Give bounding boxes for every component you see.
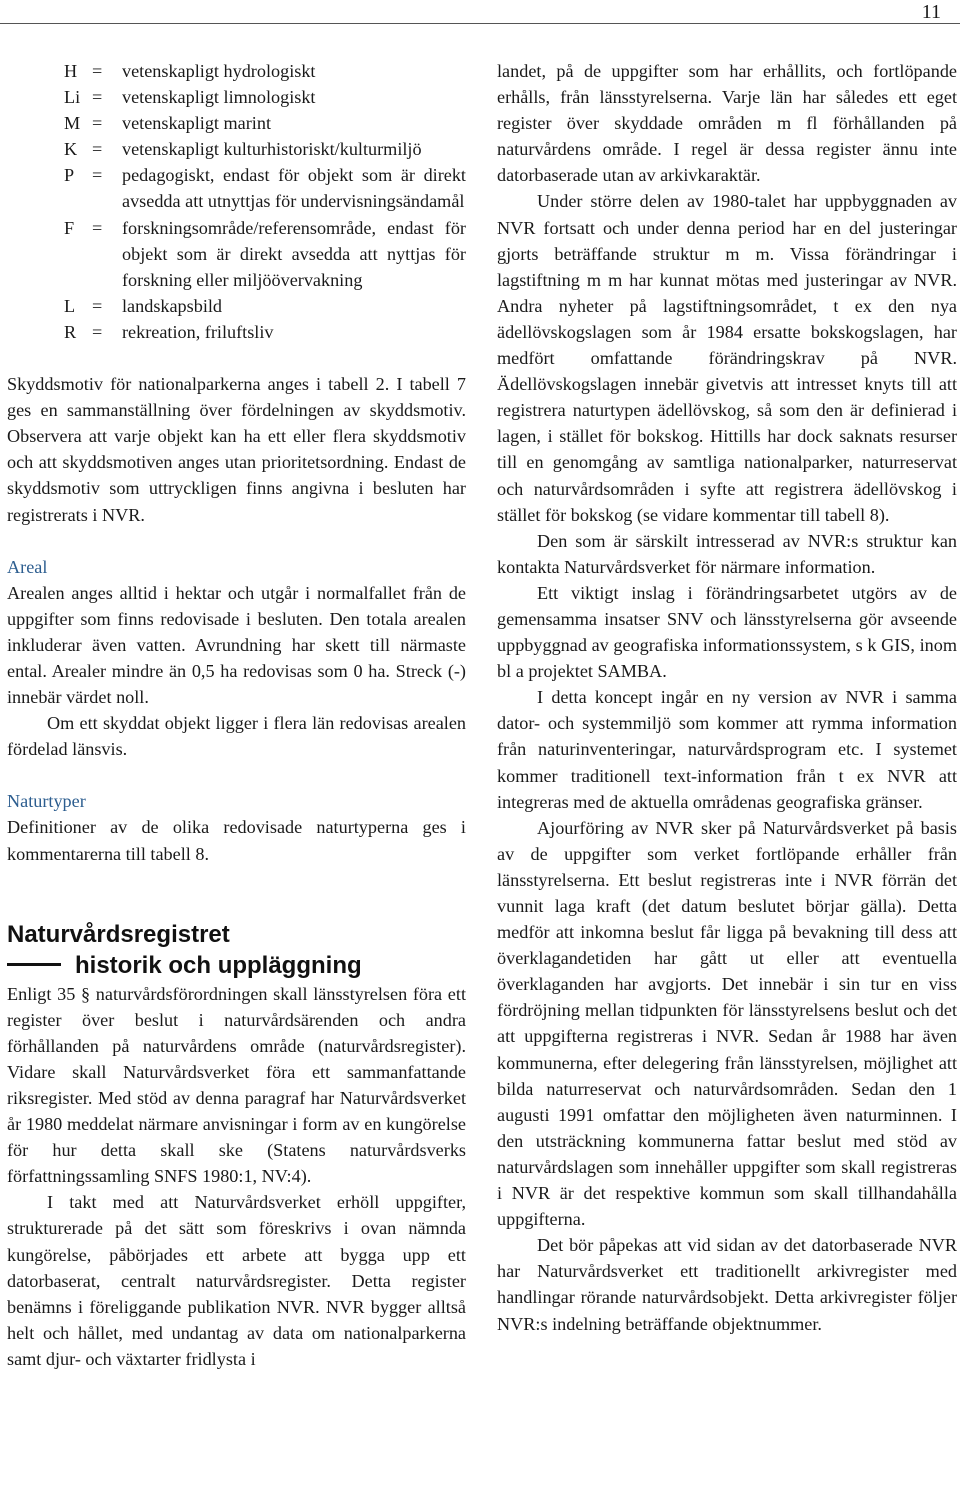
code-text: forskningsområde/referensområde, endast för objekt som är direkt avsedda att nyttjas för forskning eller miljöövervakning [122,217,466,290]
naturtyper-paragraph: Definitioner av de olika redovisade naturtyperna ges i kommentarerna till tabell 8. [7,817,466,864]
dash-rule [7,963,61,966]
right-paragraph-2: Under större delen av 1980-talet har uppbyggnaden av NVR fortsatt och under denna period har en del justeringar gjorts beträffande struktur m m. Vissa förändringar i lagstiftning m m har kunnat mötas med justeringar av NVR. Andra nyheter på lagstiftningsområdet, t ex den nya ädellövskogslagen som år 1984 ersatte bokskogslagen, har medfört omfattande förändringskrav på NVR. Ädellövskogslagen innebär givetvis att intresset knyts till att registrera naturtypen ädellövskog, så som den är definierad i lagen, i stället för bokskog. Hittills har dock saknats resurser till en genomgång av samtliga nationalparker, naturreservat och naturvårdsområden i syfte att registrera ädellövskog i stället för bokskog (se vidare kommentar till tabell 8). [497,191,957,525]
right-paragraph-5: I detta koncept ingår en ny version av NVR i samma dator- och systemmiljö som kommer att rymma information från naturinventeringar, naturvårdsprogram etc. I systemet kommer traditionell text-information från t ex NVR att integreras med de aktuella områdenas geografiska gränser. [497,687,957,812]
code-text: pedagogiskt, endast för objekt som är direkt avsedda att utnyttjas för undervisningsändamål [122,165,466,212]
section-subtitle-line [7,950,466,981]
code-equals: = [92,217,103,238]
code-text: vetenskapligt kulturhistoriskt/kulturmiljö [122,139,422,160]
register-paragraph-2: I takt med att Naturvårdsverket erhöll uppgifter, strukturerade på det sätt som föreskrivs i ovan nämnda kungörelse, påbörjades ett arbete att bygga upp ett datorbaserat, centralt naturvårdsregister. Detta register benämns i föreliggande publikation NVR. NVR bygger alltså helt och hållet, med undantag av data om nationalparkerna samt djur- och växtarter fridlysta i [7,1192,466,1369]
areal-paragraph: Arealen anges alltid i hektar och utgår i normalfallet från de uppgifter som finns redovisade i besluten. Den totala arealen inkluderar även vatten. Avrundning har skett till närmaste ental. Arealer mindre än 0,5 ha redovisas som 0 ha. Streck (-) innebär värdet noll. [7,582,466,708]
code-item [64,293,466,319]
code-equals: = [92,113,103,134]
header-rule [0,23,960,24]
code-item [64,319,466,345]
code-equals: = [92,87,103,108]
right-paragraph-7: Det bör påpekas att vid sidan av det datorbaserade NVR har Naturvårdsverket ett traditionellt arkivregister med handlingar rörande naturvårdsobjekt. Detta arkivregister följer NVR:s indelning beträffande objektnummer. [497,1235,957,1334]
code-key: H [64,61,78,81]
code-text: rekreation, friluftsliv [122,321,274,342]
code-text: vetenskapligt hydrologiskt [122,61,316,81]
right-column [497,58,957,1337]
right-paragraph-1: landet, på de uppgifter som har erhållits, och fortlöpande erhålls, från länsstyrelserna. Varje län har således ett eget register över skyddade områden m fl förhållanden på naturvårdens område. I regel är dessa register ännu inte datorbaserade utan av arkivkaraktär. [497,61,957,186]
code-key: Li [64,87,81,108]
code-key: P [64,165,75,186]
code-key: F [64,217,75,238]
code-equals: = [92,61,103,81]
code-key: M [64,113,81,134]
code-item [64,58,466,84]
register-paragraph-1: Enligt 35 § naturvårdsförordningen skall länsstyrelsen föra ett register över beslut i naturvårdsärenden och andra förhållanden på naturvårdens område (naturvårdsregister). Vidare skall Naturvårdsverket föra ett sammanfattande riksregister. Med stöd av denna paragraf har Naturvårdsverket år 1980 meddelat närmare anvisningar i form av en kungörelse för hur detta skall ske (Statens naturvårdsverks författningssamling SNFS 1980:1, NV:4). [7,983,466,1187]
areal-paragraph-2: Om ett skyddat objekt ligger i flera län redovisas arealen fördelad länsvis. [7,713,466,760]
code-equals: = [92,295,103,316]
skyddsmotiv-paragraph: Skyddsmotiv för nationalparkerna anges i tabell 2. I tabell 7 ges en sammanställning över fördelningen av skyddsmotiv. Observera att varje objekt kan ha ett eller flera skyddsmotiv och att skyddsmotiven anges utan prioritetsordning. Endast de skyddsmotiv som uttryckligen finns angivna i besluten har registrerats i NVR. [7,374,466,525]
right-paragraph-4: Ett viktigt inslag i förändringsarbetet utgörs av de gemensamma insatser SNV och länsstyrelserna gör avseende uppbyggnad av geografiska informationssystem, s k GIS, inom bl a projektet SAMBA. [497,582,957,682]
areal-heading: Areal [7,556,48,577]
left-column [7,58,466,1372]
code-item [64,215,466,293]
code-equals: = [92,321,103,342]
code-text: landskapsbild [122,295,223,316]
right-paragraph-3: Den som är särskilt intresserad av NVR:s struktur kan kontakta Naturvårdsverket för närmare information. [497,530,957,577]
code-key: R [64,321,77,342]
code-equals: = [92,165,103,186]
code-key: L [64,295,76,316]
code-item [64,84,466,110]
protection-code-list [7,58,466,345]
page-number: 11 [921,1,941,23]
code-key: K [64,139,78,160]
section-subtitle: historik och uppläggning [75,951,362,979]
naturtyper-heading: Naturtyper [7,791,86,812]
code-text: vetenskapligt limnologiskt [122,87,316,108]
right-paragraph-6: Ajourföring av NVR sker på Naturvårdsverket på basis av de uppgifter som verket fortlöpande erhåller från länsstyrelserna. Ett beslut registreras inte i NVR förrän det vunnit laga kraft (det datum beslutet börjar gälla). Detta medför att inkomna beslut får ligga på bevakning till dess att överklagandetiden har gått ut eller att eventuella överklaganden har avgjorts. Det innebär i sin tur en viss fördröjning mellan tidpunkten för länsstyrelsens beslut och det att uppgifterna registreras i NVR. Sedan år 1988 har även kommunerna, efter delegering från länsstyrelsen, möjlighet att bilda naturreservat och naturvårdsområden. Sedan den 1 augusti 1991 omfattar den möjligheten även naturminnen. I den utsträckning kommunerna fattar beslut med stöd av naturvårdslagen som innehåller uppgifter som skall registreras i NVR är det respektive kommun som skall tillhandahålla uppgifterna. [497,817,957,1230]
code-item [64,136,466,162]
code-equals: = [92,139,103,160]
section-title: Naturvårdsregistret [7,920,230,948]
code-item [64,110,466,136]
code-text: vetenskapligt marint [122,113,271,134]
code-item [64,162,466,214]
